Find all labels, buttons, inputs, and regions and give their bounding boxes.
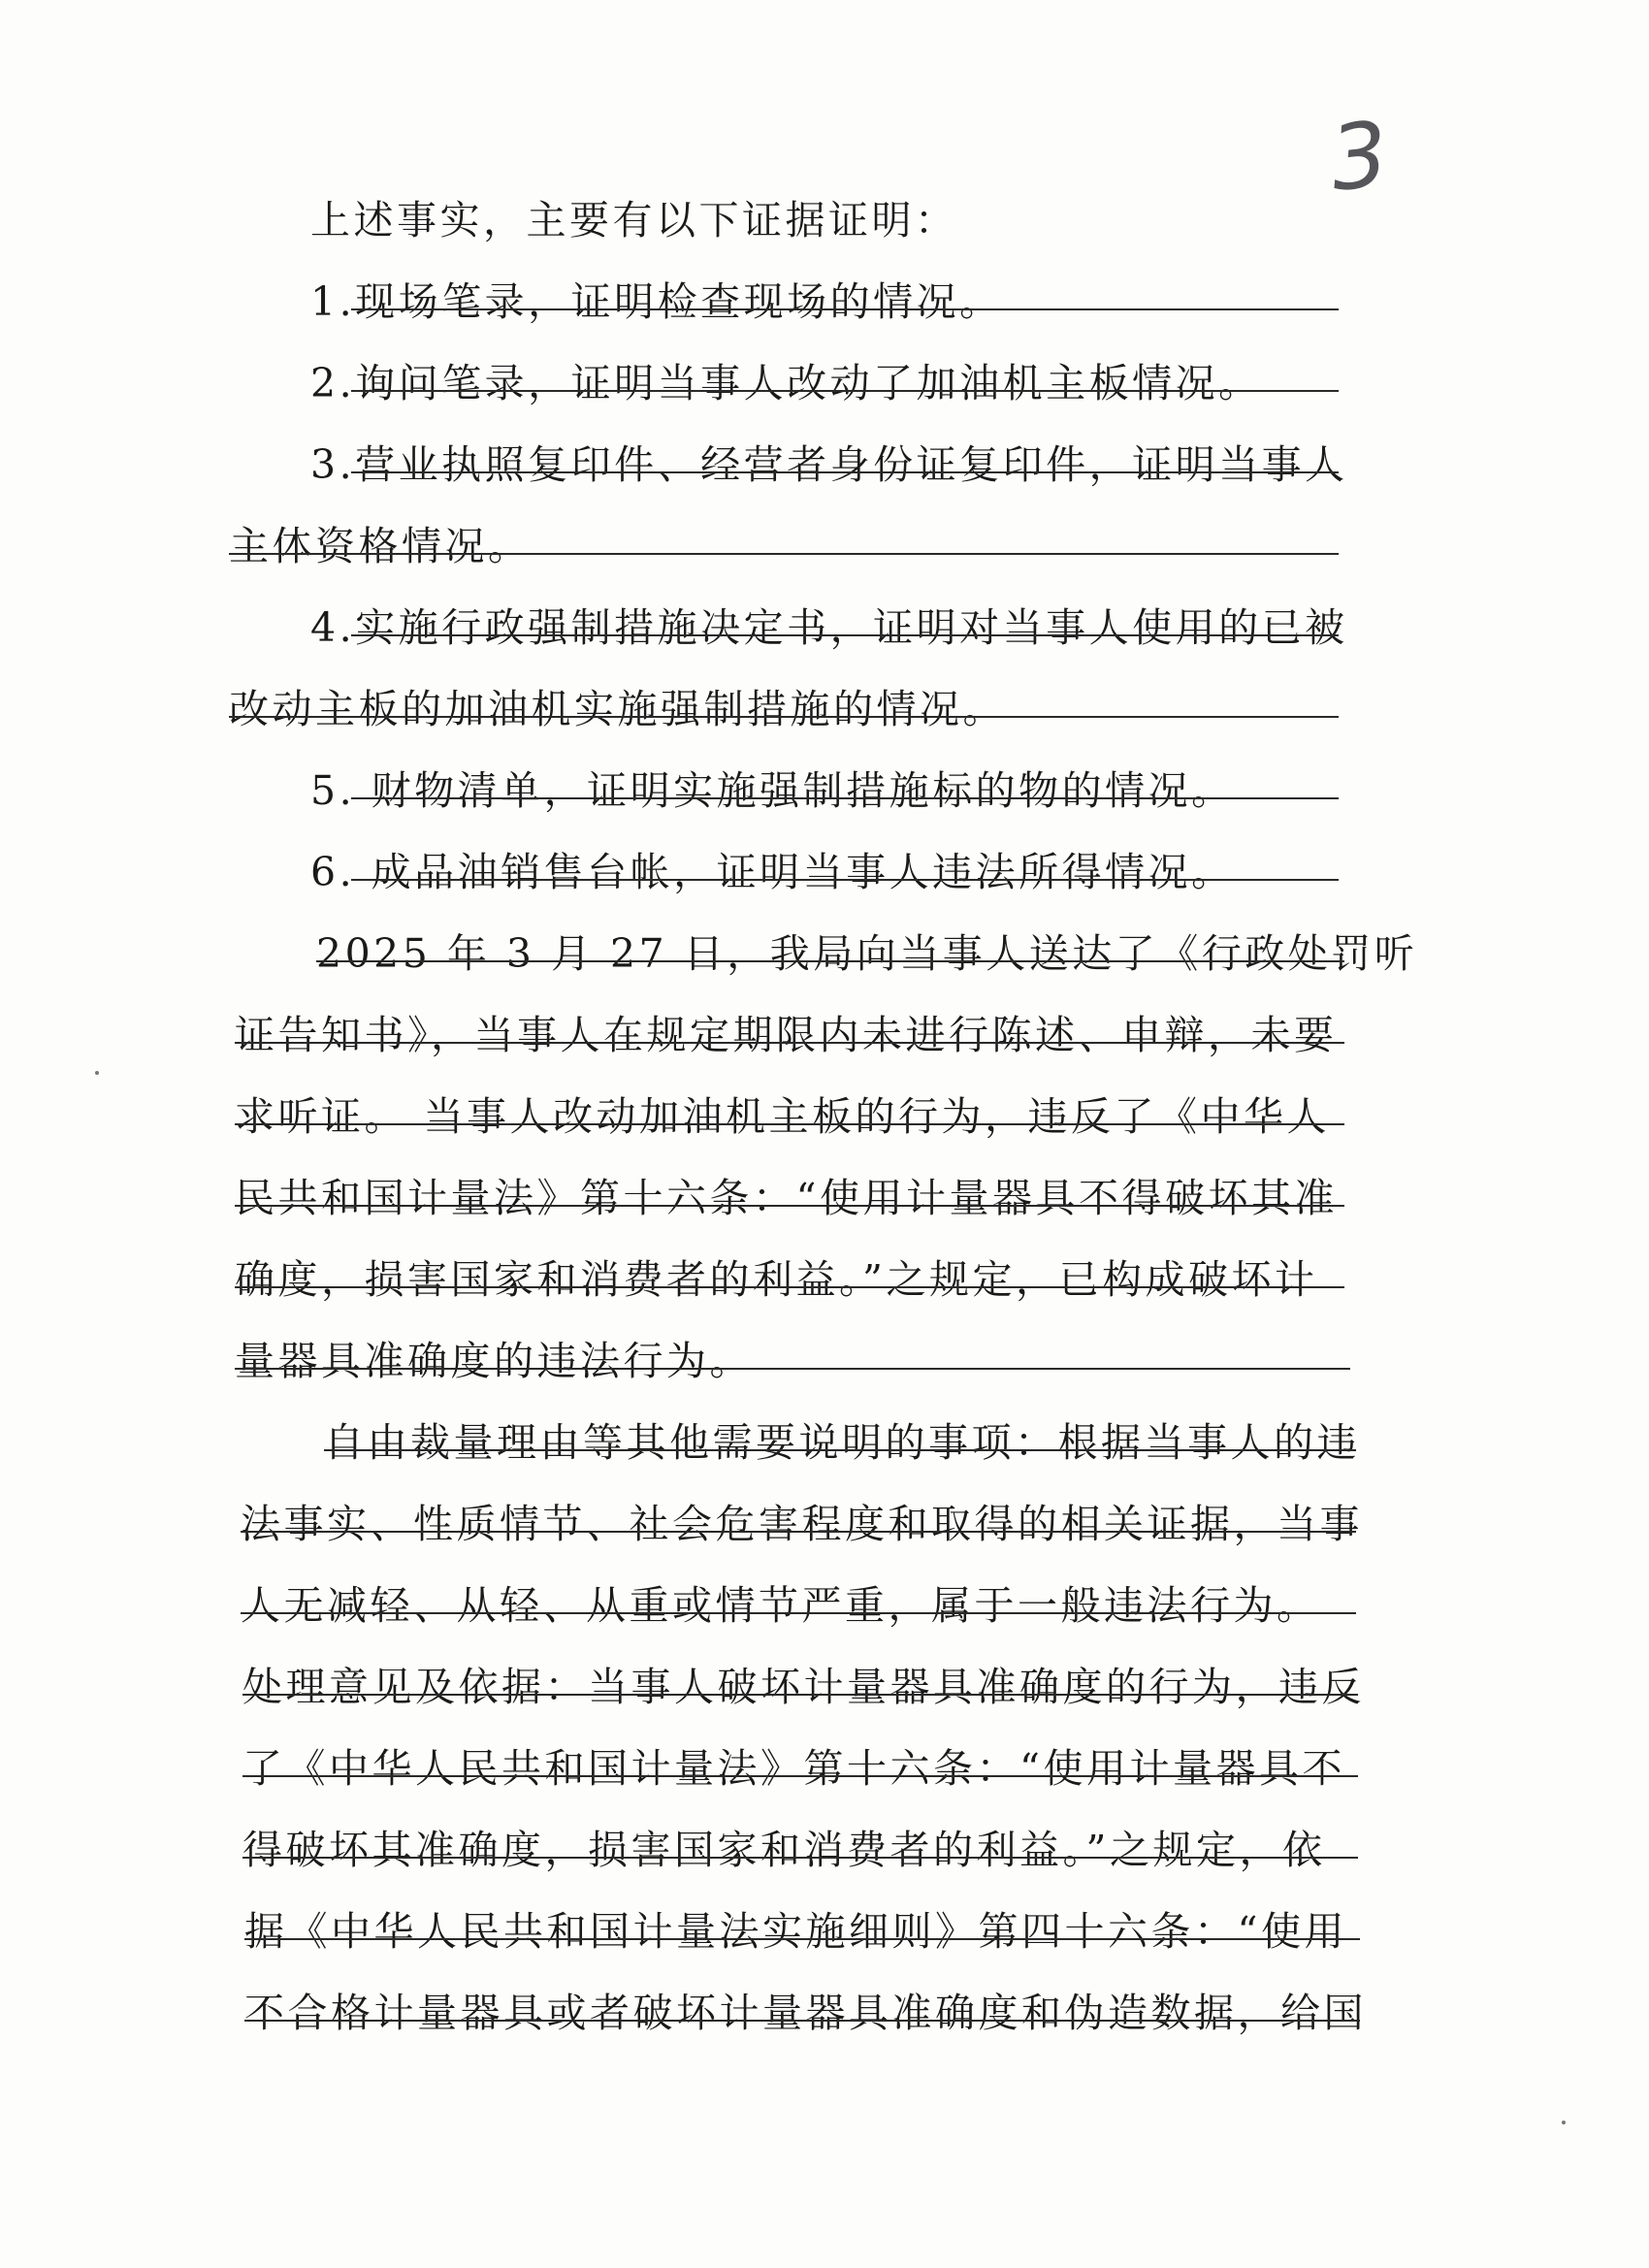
text-line: 量器具准确度的违法行为。 xyxy=(235,1338,753,1384)
scan-speck xyxy=(1562,2121,1566,2124)
text-line: 得破坏其准确度，损害国家和消费者的利益。”之规定，依 xyxy=(242,1827,1326,1873)
text-line: 改动主板的加油机实施强制措施的情况。 xyxy=(229,686,1006,732)
underline xyxy=(235,1205,1344,1207)
text-line: 6. 成品油销售台帐，证明当事人违法所得情况。 xyxy=(310,849,1235,895)
underline xyxy=(244,1938,1360,1940)
underline xyxy=(316,960,1344,962)
text-line: 5. 财物清单，证明实施强制措施标的物的情况。 xyxy=(310,767,1235,814)
text-line: 求听证。 当事人改动加油机主板的行为，违反了《中华人 xyxy=(235,1093,1331,1140)
text-line: 上述事实，主要有以下证据证明： xyxy=(310,197,958,243)
underline xyxy=(351,797,1339,799)
handwritten-page-number: 3 xyxy=(1325,102,1393,211)
text-line: 证告知书》，当事人在规定期限内未进行陈述、申辩，未要 xyxy=(235,1012,1338,1058)
underline xyxy=(351,308,1339,310)
underline xyxy=(235,1286,1344,1288)
text-line: 民共和国计量法》第十六条：“使用计量器具不得破坏其准 xyxy=(235,1175,1338,1221)
underline xyxy=(351,879,1339,881)
text-line: 3.营业执照复印件、经营者身份证复印件，证明当事人 xyxy=(310,441,1348,488)
text-line: 据《中华人民共和国计量法实施细则》第四十六条：“使用 xyxy=(244,1908,1347,1955)
scan-speck xyxy=(95,1071,99,1075)
underline xyxy=(351,390,1339,392)
text-line: 自由裁量理由等其他需要说明的事项：根据当事人的违 xyxy=(324,1419,1360,1466)
underline xyxy=(235,1042,1344,1044)
underline xyxy=(241,1612,1356,1614)
text-line: 4.实施行政强制措施决定书，证明对当事人使用的已被 xyxy=(310,604,1348,651)
text-line: 人无减轻、从轻、从重或情节严重，属于一般违法行为。 xyxy=(241,1582,1320,1629)
underline xyxy=(351,471,1339,473)
underline xyxy=(235,1368,1350,1370)
underline xyxy=(244,2020,1360,2022)
underline xyxy=(324,1449,1356,1451)
text-line: 1.现场笔录，证明检查现场的情况。 xyxy=(310,278,1003,325)
underline xyxy=(242,1694,1358,1696)
underline xyxy=(229,716,1339,718)
text-line: 2.询问笔录，证明当事人改动了加油机主板情况。 xyxy=(310,360,1262,406)
text-line: 主体资格情况。 xyxy=(229,523,532,569)
underline xyxy=(242,1775,1358,1777)
text-line: 不合格计量器具或者破坏计量器具准确度和伪造数据，给国 xyxy=(244,1990,1367,2036)
underline xyxy=(242,1857,1358,1859)
underline xyxy=(229,553,1339,555)
text-line: 确度，损害国家和消费者的利益。”之规定，已构成破坏计 xyxy=(235,1256,1318,1303)
underline xyxy=(351,634,1339,636)
text-line: 处理意见及依据：当事人破坏计量器具准确度的行为，违反 xyxy=(242,1664,1365,1710)
underline xyxy=(241,1531,1356,1533)
text-line: 2025 年 3 月 27 日，我局向当事人送达了《行政处罚听 xyxy=(316,930,1418,977)
underline xyxy=(235,1123,1344,1125)
text-line: 了《中华人民共和国计量法》第十六条：“使用计量器具不 xyxy=(242,1745,1345,1792)
text-line: 法事实、性质情节、社会危害程度和取得的相关证据，当事 xyxy=(241,1501,1363,1547)
